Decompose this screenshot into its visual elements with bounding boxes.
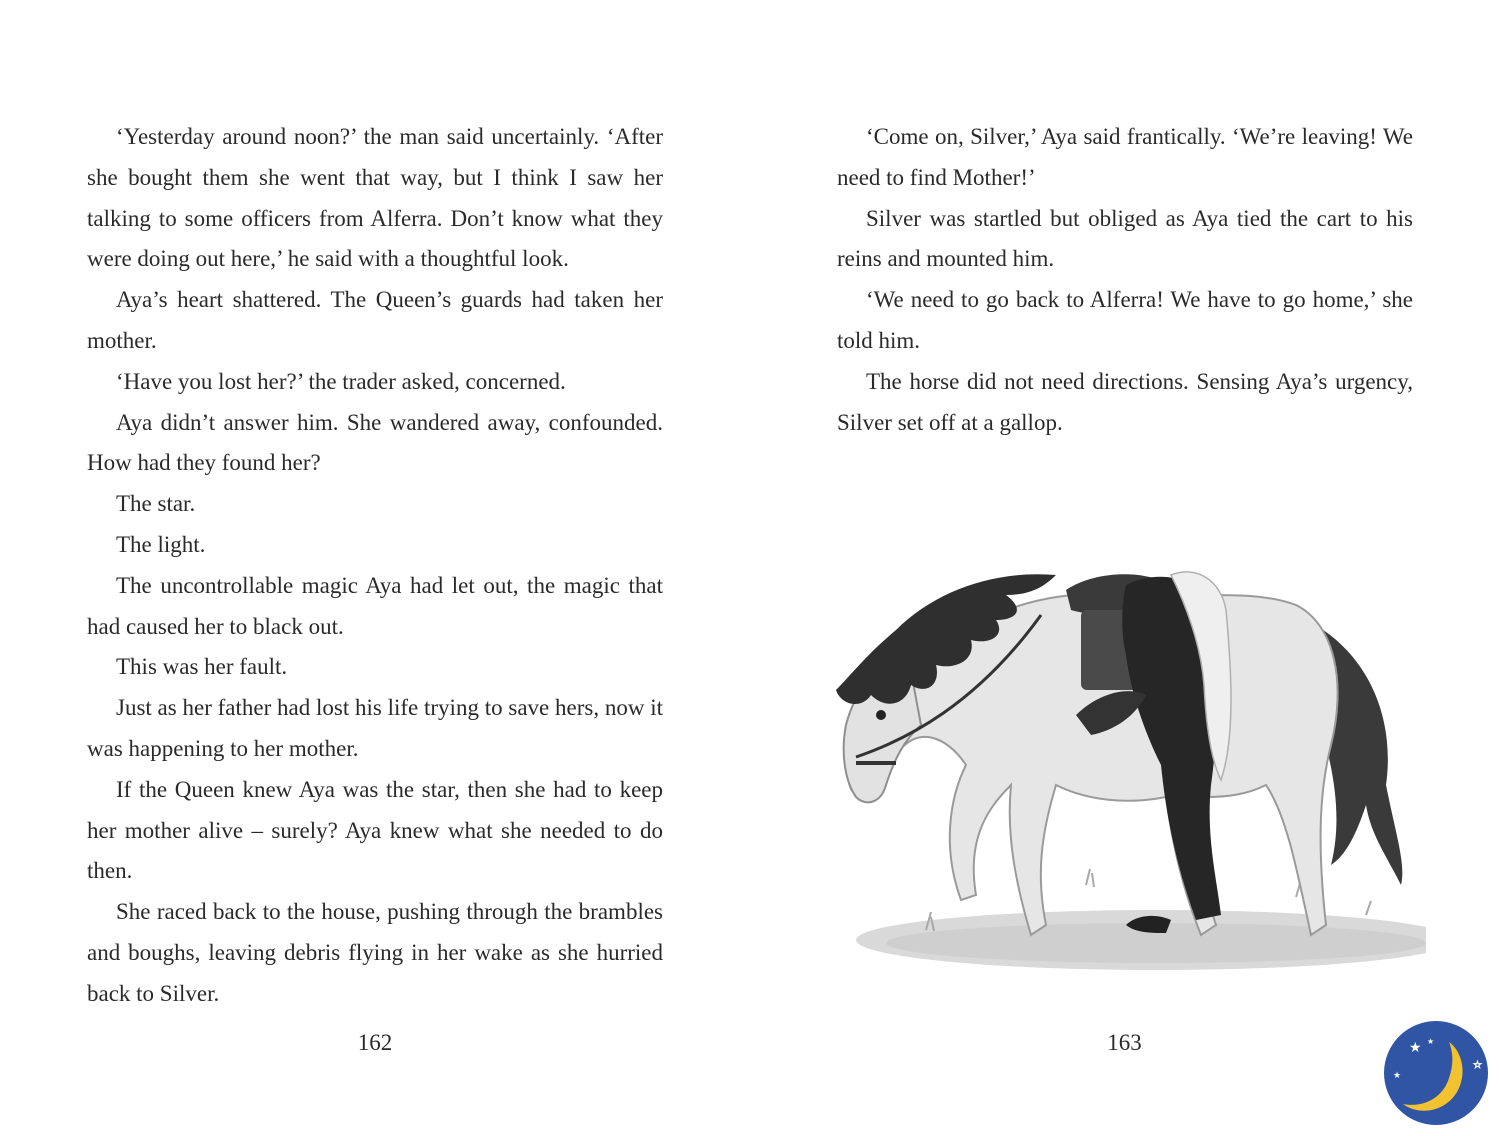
paragraph: The light. [116,531,206,557]
horse-with-rider-mounting-icon [826,535,1426,980]
paragraph: The uncontrollable magic Aya had let out, the magic that had caused her to black out. [87,572,663,639]
svg-text:★: ★ [1427,1037,1435,1046]
svg-text:★: ★ [1393,1071,1402,1081]
paragraph: She raced back to the house, pushing through the brambles and boughs, leaving debris flying in her wake as she hurried back to Silver. [87,899,663,1006]
paragraph: If the Queen knew Aya was the star, then she had to keep her mother alive – surely? Aya knew what she needed to do then. [87,776,663,884]
svg-text:★: ★ [1409,1040,1422,1056]
paragraph: This was her fault. [116,654,288,680]
paragraph: ‘Come on, Silver,’ Aya said frantically. ‘We’re leaving! We need to find Mother!’ [837,124,1413,190]
page-number-left: 162 [357,1030,393,1055]
paragraph: ‘Yesterday around noon?’ the man said uncertainly. ‘After she bought them she went that way, but I think I saw her talking to some officers from Alferra. Don’t know what they were doing out here,’ he said with a thoughtful look. [87,124,663,272]
svg-text:☆: ☆ [1473,1060,1482,1071]
paragraph: Just as her father had lost his life trying to save hers, now it was happening to her mother. [87,695,663,761]
paragraph: ‘We need to go back to Alferra! We have to go home,’ she told him. [837,287,1413,353]
crescent-moon-stars-icon [1383,1020,1489,1126]
right-page-text [837,117,1413,443]
paragraph: The star. [116,491,196,517]
paragraph: The horse did not need directions. Sensing Aya’s urgency, Silver set off at a gallop. [837,368,1413,435]
page-number-right: 163 [1107,1030,1142,1055]
paragraph: Aya didn’t answer him. She wandered away, confounded. How had they found her? [87,409,663,476]
paragraph: ‘Have you lost her?’ the trader asked, concerned. [116,368,566,394]
left-page-text [87,117,663,1015]
paragraph: Aya’s heart shattered. The Queen’s guards had taken her mother. [87,287,663,353]
paragraph: Silver was startled but obliged as Aya tied the cart to his reins and mounted him. [837,205,1413,272]
